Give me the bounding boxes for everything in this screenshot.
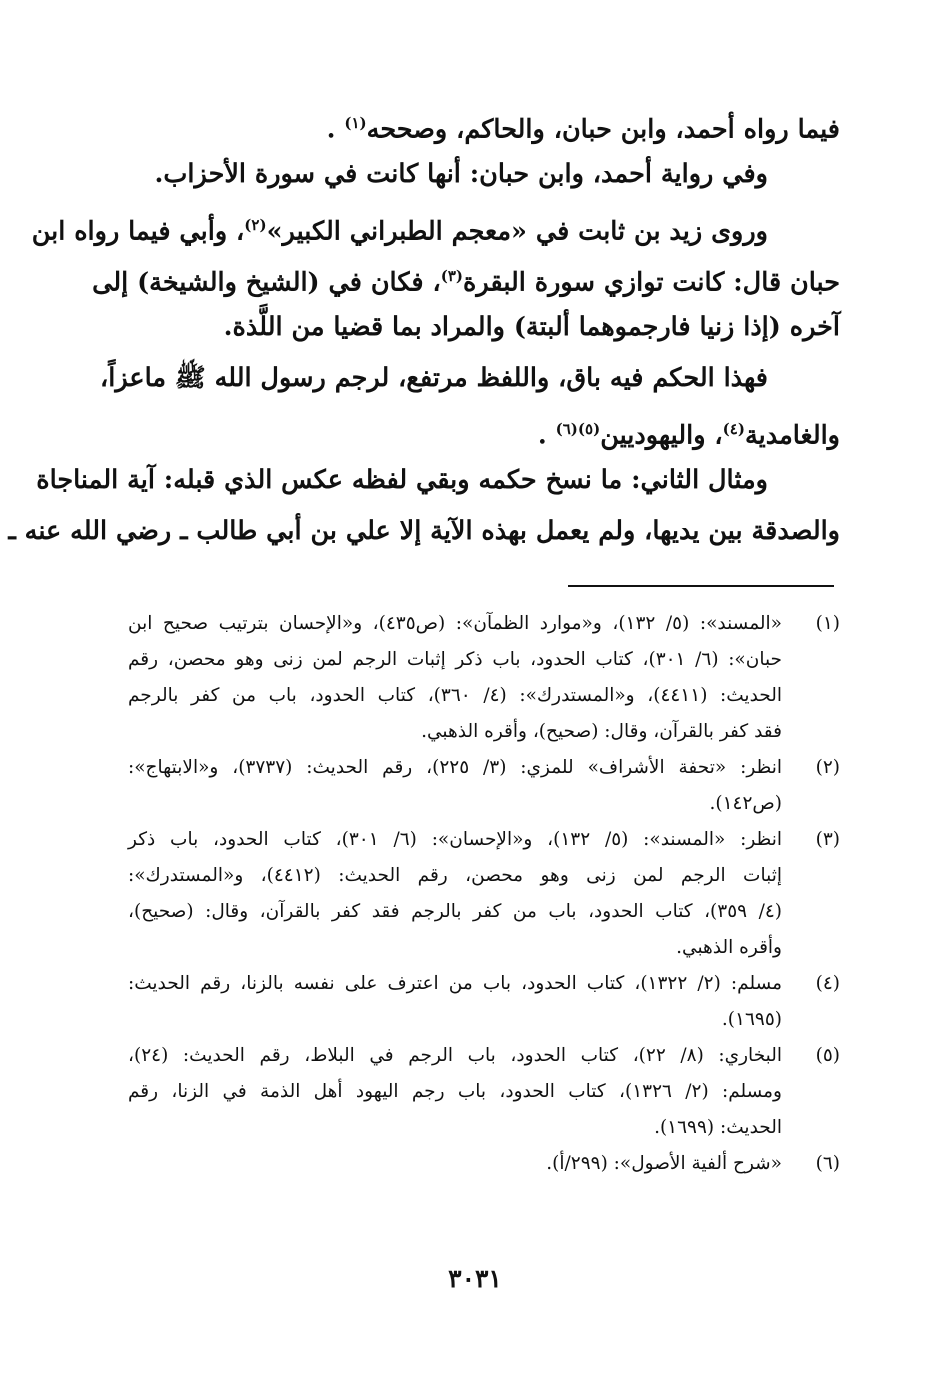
footnote-line: (٤/ ٣٥٩)، كتاب الحدود، باب من كفر بالرجم فقد كفر بالقرآن، وقال: (صحيح)، [128, 901, 782, 922]
footnote [128, 966, 840, 1038]
main-text [8, 98, 840, 557]
footnote-line: حبان»: (٦/ ٣٠١)، كتاب الحدود، باب ذكر إثبات الرجم لمن زنى وهو محصن، رقم [128, 649, 782, 670]
footnote-number: (٢) [815, 757, 840, 778]
footnote-line: (ص١٤٢). [709, 793, 782, 814]
text-line: فهذا الحكم فيه باق، واللفظ مرتفع، لرجم رسول الله ﷺ ماعزاً، [100, 363, 768, 393]
footnote-line: «شرح ألفية الأصول»: (٢٩٩/أ). [546, 1153, 782, 1174]
footnote-ref[interactable]: (٦) [555, 420, 578, 438]
text-line: فيما رواه أحمد، وابن حبان، والحاكم، وصححه$^{(١)}$ . [326, 114, 840, 145]
footnote-line: «المسند»: (٥/ ١٣٢)، و«موارد الظمآن»: (ص٤٣٥)، و«الإحسان بترتيب صحيح ابن [128, 613, 782, 634]
text-line: آخره (إذا زنيا فارجموهما ألبتة) والمراد بما قضيا من اللَّذة. [223, 312, 840, 342]
footnote [128, 822, 840, 966]
text-line: والغامدية$^{(٤)}$، واليهوديين$^{(٥)(٦)}$ . [537, 420, 840, 451]
footnote-number: (٦) [815, 1153, 840, 1174]
footnote-line: الحديث: (١٦٩٩). [654, 1117, 782, 1138]
footnote-line: (١٦٩٥). [721, 1009, 782, 1030]
footnote [128, 750, 840, 822]
footnote-line: انظر: «تحفة الأشراف» للمزي: (٣/ ٢٢٥)، رقم الحديث: (٣٧٣٧)، و«الابتهاج»: [128, 757, 782, 778]
footnote-ref[interactable]: (١) [344, 114, 367, 132]
footnotes [128, 606, 840, 1182]
footnote [128, 1146, 840, 1182]
footnote-line: الحديث: (٤٤١١)، و«المستدرك»: (٤/ ٣٦٠)، كتاب الحدود، باب من كفر بالرجم [128, 685, 783, 706]
text-line: حبان قال: كانت توازي سورة البقرة$^{(٣)}$، فكان في (الشيخ والشيخة) إلى [92, 267, 840, 298]
footnote-line: إثبات الرجم لمن زنى وهو محصن، رقم الحديث: (٤٤١٢)، و«المستدرك»: [128, 865, 782, 886]
footnote-line: ومسلم: (٢/ ١٣٢٦)، كتاب الحدود، باب رجم اليهود أهل الذمة في الزنا، رقم [128, 1081, 782, 1102]
footnote-line: البخاري: (٨/ ٢٢)، كتاب الحدود، باب الرجم في البلاط، رقم الحديث: (٢٤)، [128, 1045, 782, 1066]
footnote-number: (٣) [815, 829, 840, 850]
footnote-ref[interactable]: (٤) [722, 420, 745, 438]
text-line: والصدقة بين يديها، ولم يعمل بهذه الآية إلا علي بن أبي طالب ـ رضي الله عنه ـ [8, 516, 840, 546]
footnote-number: (٥) [815, 1045, 840, 1066]
footnote-line: فقد كفر بالقرآن، وقال: (صحيح)، وأقره الذهبي. [421, 721, 782, 742]
footnote-line: مسلم: (٢/ ١٣٢٢)، كتاب الحدود، باب من اعترف على نفسه بالزنا، رقم الحديث: [128, 973, 782, 994]
page-number: ٣٠٣١ [448, 1264, 502, 1293]
text-line: وفي رواية أحمد، وابن حبان: أنها كانت في سورة الأحزاب. [154, 159, 768, 189]
text-line: ومثال الثاني: ما نسخ حكمه وبقي لفظه عكس الذي قبله: آية المناجاة [36, 465, 768, 495]
footnote-separator [568, 585, 834, 587]
footnote-line: وأقره الذهبي. [676, 937, 782, 958]
footnote [128, 1038, 840, 1146]
footnote-ref[interactable]: (٣) [440, 267, 463, 285]
footnote-number: (٤) [815, 973, 840, 994]
footnote [128, 606, 840, 750]
footnote-ref[interactable]: (٢) [244, 216, 267, 234]
footnote-line: انظر: «المسند»: (٥/ ١٣٢)، و«الإحسان»: (٦/ ٣٠١)، كتاب الحدود، باب ذكر [128, 829, 783, 850]
footnote-ref[interactable]: (٥) [577, 420, 601, 438]
text-line: وروى زيد بن ثابت في «معجم الطبراني الكبير»$^{(٢)}$، وأبي فيما رواه ابن [31, 216, 768, 247]
footnote-number: (١) [815, 613, 840, 634]
